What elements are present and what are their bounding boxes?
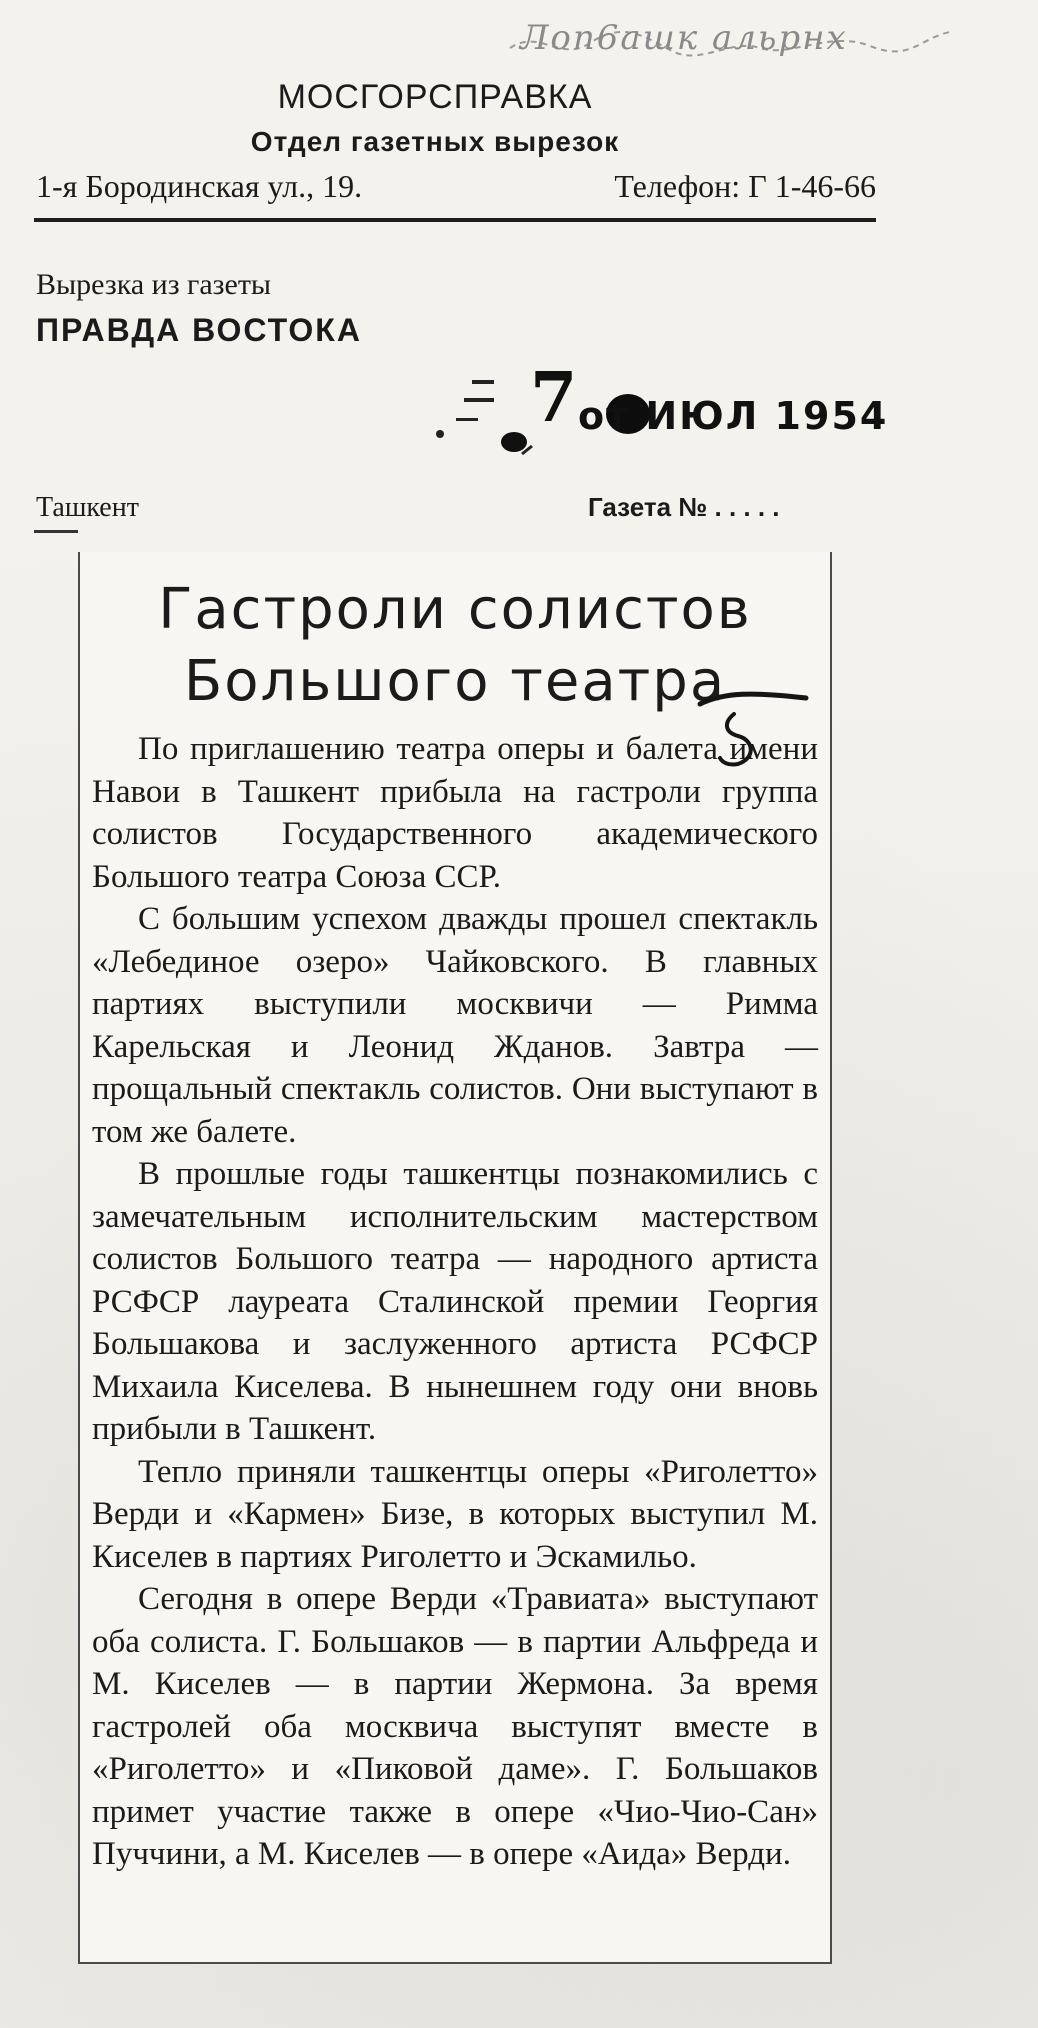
- article-body: [92, 728, 818, 1876]
- article-paragraph: Сегодня в опере Верди «Травиата» выступают оба солиста. Г. Большаков — в партии Альфреда и М. Киселев — в партии Жермона. За время гастролей оба москвича выступят вместе в «Риголетто» и «Пиковой даме». Г. Большаков примет участие также в опере «Чио-Чио-Сан» Пуччини, а М. Киселев — в опере «Аида» Верди.: [92, 1581, 818, 1872]
- city-name: Ташкент: [36, 492, 139, 523]
- city-underline: [34, 530, 78, 533]
- newspaper-name: ПРАВДА ВОСТОКА: [36, 312, 362, 348]
- agency-phone: Телефон: Г 1-46-66: [614, 168, 876, 204]
- date-stamp-month-year: от ИЮЛ 1954: [578, 394, 889, 438]
- agency-address: 1-я Бородинская ул., 19.: [36, 168, 363, 204]
- header-divider: [34, 218, 876, 222]
- handwritten-note: Лоп6ашк альрнх: [520, 18, 848, 58]
- article-paragraph: В прошлые годы ташкентцы познакомились с замечательным исполнительским мастерством солистов Большого театра — народного артиста РСФСР лауреата Сталинской премии Георгия Большакова и заслуженного артиста РСФСР Михаила Киселева. В нынешнем году они вновь прибыли в Ташкент.: [92, 1156, 818, 1447]
- agency-title: МОСГОРСПРАВКА: [277, 78, 593, 116]
- headline-line: Большого театра: [183, 649, 727, 714]
- issue-number: Газета № . . . . .: [588, 492, 780, 522]
- headline-line: Гастроли солистов: [158, 577, 752, 642]
- date-stamp-day: 7: [530, 358, 578, 438]
- article-paragraph: Тепло приняли ташкентцы оперы «Риголетто» Верди и «Кармен» Бизе, в которых выступил М. Киселев в партиях Риголетто и Эскамильо.: [92, 1453, 818, 1575]
- article-paragraph: С большим успехом дважды прошел спектакль «Лебединое озеро» Чайковского. В главных партиях выступили москвичи — Римма Карельская и Леонид Жданов. Завтра — прощальный спектакль солистов. Они выступают в том же балете.: [92, 901, 818, 1150]
- clipping-label: Вырезка из газеты: [36, 268, 272, 301]
- article-paragraph: По приглашению театра оперы и балета имени Навои в Ташкент прибыла на гастроли группа солистов Государственного академического Большого театра Союза ССР.: [92, 731, 818, 895]
- newspaper-clipping: [78, 552, 832, 1964]
- agency-department: Отдел газетных вырезок: [250, 126, 620, 157]
